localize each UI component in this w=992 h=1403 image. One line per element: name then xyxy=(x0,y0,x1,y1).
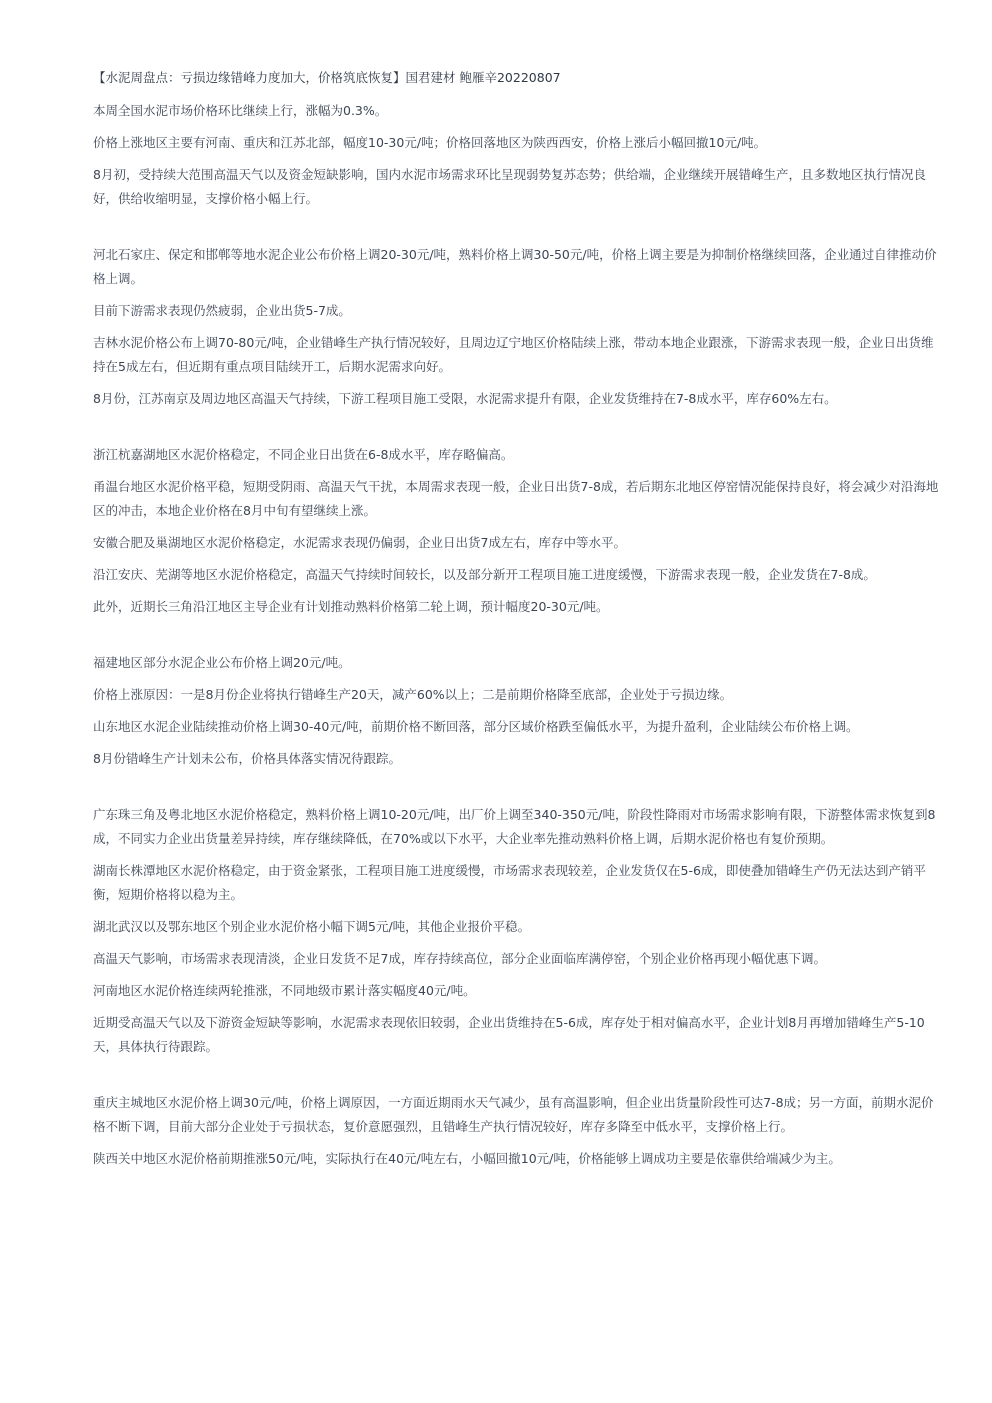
section-east xyxy=(93,443,943,619)
paragraph: 价格上涨原因：一是8月份企业将执行错峰生产20天，减产60%以上；二是前期价格降至底部，企业处于亏损边缘。 xyxy=(93,687,733,702)
paragraph: 湖南长株潭地区水泥价格稳定，由于资金紧张，工程项目施工进度缓慢，市场需求表现较差，企业发货仅在5-6成，即使叠加错峰生产仍无法达到产销平衡，短期价格将以稳为主。 xyxy=(93,863,926,902)
section-fujian-shandong xyxy=(93,651,943,771)
paragraph: 浙江杭嘉湖地区水泥价格稳定，不同企业日出货在6-8成水平，库存略偏高。 xyxy=(93,447,514,462)
paragraph: 福建地区部分水泥企业公布价格上调20元/吨。 xyxy=(93,655,351,670)
paragraph: 本周全国水泥市场价格环比继续上行，涨幅为0.3%。 xyxy=(93,103,388,118)
paragraph: 甬温台地区水泥价格平稳，短期受阴雨、高温天气干扰，本周需求表现一般，企业日出货7-8成，若后期东北地区停窑情况能保持良好，将会减少对沿海地区的冲击，本地企业价格在8月中旬有望继续上涨。 xyxy=(93,479,939,518)
paragraph: 吉林水泥价格公布上调70-80元/吨，企业错峰生产执行情况较好，且周边辽宁地区价格陆续上涨，带动本地企业跟涨，下游需求表现一般，企业日出货维持在5成左右，但近期有重点项目陆续开工，后期水泥需求向好。 xyxy=(93,335,934,374)
paragraph: 此外，近期长三角沿江地区主导企业有计划推动熟料价格第二轮上调，预计幅度20-30元/吨。 xyxy=(93,599,609,614)
section-national-overview xyxy=(93,99,943,211)
paragraph: 河北石家庄、保定和邯郸等地水泥企业公布价格上调20-30元/吨，熟料价格上调30-50元/吨，价格上调主要是为抑制价格继续回落，企业通过自律推动价格上调。 xyxy=(93,247,937,286)
section-divider xyxy=(93,219,943,243)
section-divider xyxy=(93,627,943,651)
section-divider xyxy=(93,779,943,803)
paragraph: 河南地区水泥价格连续两轮推涨，不同地级市累计落实幅度40元/吨。 xyxy=(93,983,476,998)
paragraph: 近期受高温天气以及下游资金短缺等影响，水泥需求表现依旧较弱，企业出货维持在5-6成，库存处于相对偏高水平，企业计划8月再增加错峰生产5-10天，具体执行待跟踪。 xyxy=(93,1015,925,1054)
section-divider xyxy=(93,419,943,443)
paragraph: 8月初，受持续大范围高温天气以及资金短缺影响，国内水泥市场需求环比呈现弱势复苏态势；供给端，企业继续开展错峰生产，且多数地区执行情况良好，供给收缩明显，支撑价格小幅上行。 xyxy=(93,167,926,206)
paragraph: 山东地区水泥企业陆续推动价格上调30-40元/吨，前期价格不断回落，部分区域价格跌至偏低水平，为提升盈利，企业陆续公布价格上调。 xyxy=(93,719,859,734)
paragraph: 安徽合肥及巢湖地区水泥价格稳定，水泥需求表现仍偏弱，企业日出货7成左右，库存中等水平。 xyxy=(93,535,626,550)
section-southwest-northwest xyxy=(93,1091,943,1171)
article-title: 【水泥周盘点：亏损边缘错峰力度加大，价格筑底恢复】国君建材 鲍雁辛20220807 xyxy=(93,70,561,85)
paragraph: 广东珠三角及粤北地区水泥价格稳定，熟料价格上调10-20元/吨，出厂价上调至340-350元/吨，阶段性降雨对市场需求影响有限，下游整体需求恢复到8成，不同实力企业出货量差异持续，库存继续降低，在70%或以下水平，大企业率先推动熟料价格上调，后期水泥价格也有复价预期。 xyxy=(93,807,936,846)
paragraph: 重庆主城地区水泥价格上调30元/吨，价格上调原因，一方面近期雨水天气减少，虽有高温影响，但企业出货量阶段性可达7-8成；另一方面，前期水泥价格不断下调，目前大部分企业处于亏损状态，复价意愿强烈，且错峰生产执行情况较好，库存多降至中低水平，支撑价格上行。 xyxy=(93,1095,934,1134)
paragraph: 价格上涨地区主要有河南、重庆和江苏北部，幅度10-30元/吨；价格回落地区为陕西西安，价格上涨后小幅回撤10元/吨。 xyxy=(93,135,767,150)
section-central-south xyxy=(93,803,943,1059)
paragraph: 目前下游需求表现仍然疲弱，企业出货5-7成。 xyxy=(93,303,351,318)
paragraph: 8月份，江苏南京及周边地区高温天气持续，下游工程项目施工受限，水泥需求提升有限，企业发货维持在7-8成水平，库存60%左右。 xyxy=(93,391,837,406)
paragraph: 陕西关中地区水泥价格前期推涨50元/吨，实际执行在40元/吨左右，小幅回撤10元/吨，价格能够上调成功主要是依靠供给端减少为主。 xyxy=(93,1151,841,1166)
paragraph: 高温天气影响，市场需求表现清淡，企业日发货不足7成，库存持续高位，部分企业面临库满停窑，个别企业价格再现小幅优惠下调。 xyxy=(93,951,826,966)
paragraph: 湖北武汉以及鄂东地区个别企业水泥价格小幅下调5元/吨，其他企业报价平稳。 xyxy=(93,919,531,934)
paragraph: 8月份错峰生产计划未公布，价格具体落实情况待跟踪。 xyxy=(93,751,401,766)
paragraph: 沿江安庆、芜湖等地区水泥价格稳定，高温天气持续时间较长，以及部分新开工程项目施工进度缓慢，下游需求表现一般，企业发货在7-8成。 xyxy=(93,567,876,582)
section-divider xyxy=(93,1067,943,1091)
article-body xyxy=(93,68,943,1179)
section-north xyxy=(93,243,943,411)
